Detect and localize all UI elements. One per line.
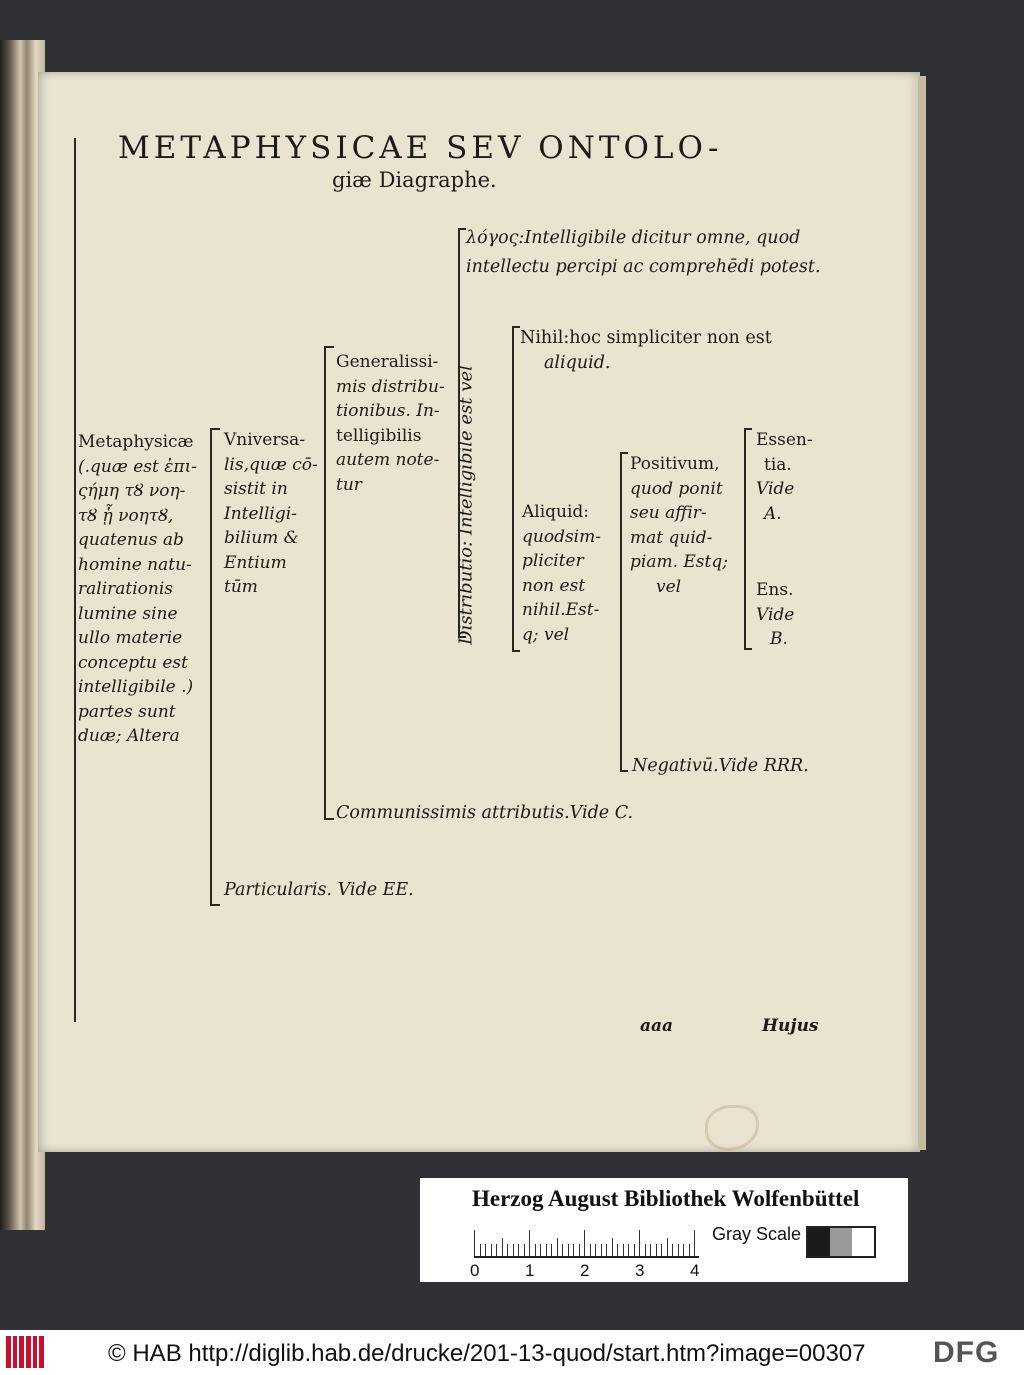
root-line: ullo materie (78, 628, 183, 648)
ruler-tick (683, 1244, 684, 1256)
hab-logo-icon (6, 1336, 44, 1368)
root-line: ςήμη τȢ νοη- (78, 481, 186, 501)
ruler-tick (595, 1244, 596, 1256)
universalis-line: bilium & (224, 528, 299, 548)
ruler-tick (584, 1230, 585, 1256)
bracket-universalis (324, 346, 326, 820)
footer-link[interactable]: © HAB http://diglib.hab.de/drucke/201-13-quod/start.htm?image=00307 (108, 1340, 866, 1367)
ruler-tick (485, 1244, 486, 1256)
generalissimis-line: tionibus. In- (336, 401, 440, 421)
ruler-tick (601, 1244, 602, 1256)
ens-line: B. (770, 629, 788, 649)
positivum-line: seu affir- (630, 503, 707, 523)
nihil-block (520, 326, 772, 375)
ruler-tick (562, 1244, 563, 1256)
generalissimis-line: mis distribu- (336, 376, 445, 397)
swatch-light (852, 1228, 874, 1256)
ruler-tick (678, 1244, 679, 1256)
bracket-universalis-top (324, 346, 334, 348)
ruler-tick (507, 1244, 508, 1256)
ruler-tick (568, 1244, 569, 1256)
essentia-block (756, 428, 813, 526)
generalissimis-line: telligibilis (336, 425, 422, 446)
bracket-aliquid-bottom (620, 770, 628, 772)
universalis-line: tūm (224, 577, 258, 597)
generalissimis-line: autem note- (336, 450, 440, 470)
bracket-distributio (512, 326, 514, 652)
particularis-label: Particularis. Vide EE. (224, 880, 414, 900)
scale-ruler (474, 1226, 699, 1258)
nihil-line: aliquid. (544, 352, 611, 373)
gray-scale-label: Gray Scale (712, 1224, 802, 1244)
ruler-tick (557, 1238, 558, 1256)
aliquid-line: Aliquid: (522, 502, 590, 522)
logos-line: λόγος:Intelligibile dicitur omne, quod (466, 228, 801, 248)
ruler-tick (656, 1244, 657, 1256)
essentia-line: tia. (764, 454, 792, 475)
ruler-tick (661, 1244, 662, 1256)
ruler-tick (623, 1244, 624, 1256)
ruler-tick (529, 1230, 530, 1256)
essentia-line: Vide (756, 479, 795, 499)
root-line: (.quæ est ἐπι- (78, 456, 197, 477)
logos-block (466, 224, 821, 282)
positivum-line: piam. Estq; (630, 552, 728, 572)
root-block (78, 430, 197, 749)
aliquid-line: quodsim- (522, 526, 601, 547)
signature-mark: aaa (640, 1016, 674, 1036)
ruler-number: 0 (470, 1261, 480, 1280)
nihil-line: Nihil:hoc simpliciter non est (520, 328, 772, 348)
bracket-metaphysicae (210, 428, 212, 906)
root-line: τȢ ᾗ νοητȢ, (78, 505, 174, 526)
bracket-universalis-bottom (324, 818, 334, 820)
generalissimis-line: Generalissi- (336, 352, 439, 372)
bracket-root (74, 138, 76, 1022)
ruler-tick (689, 1244, 690, 1256)
ruler-number: 1 (525, 1261, 535, 1280)
universalis-line: lis,quæ cō- (224, 454, 318, 475)
ruler-tick (480, 1244, 481, 1256)
ruler-number: 4 (690, 1261, 700, 1280)
ruler-tick (617, 1244, 618, 1256)
distributio-rotated-label: Distributio: Intelligibile est vel (455, 365, 477, 645)
ruler-tick (667, 1238, 668, 1256)
ruler-tick (639, 1230, 640, 1256)
ruler-tick (491, 1244, 492, 1256)
root-line: duæ; Altera (78, 726, 180, 746)
bracket-distributio-top (512, 326, 520, 328)
ens-block (756, 578, 794, 652)
page-subtitle: giæ Diagraphe. (332, 168, 497, 192)
root-line: quatenus ab (78, 530, 184, 550)
gray-scale-swatches (806, 1226, 876, 1258)
ruler-tick (634, 1244, 635, 1256)
ruler-tick (551, 1244, 552, 1256)
positivum-line: Positivum, (630, 454, 720, 474)
root-line: homine natu- (78, 554, 192, 575)
bracket-positivum-bottom (744, 648, 752, 650)
root-line: conceptu est (78, 652, 188, 673)
ruler-tick (579, 1244, 580, 1256)
root-line: Metaphysicæ (78, 432, 194, 452)
ens-line: Ens. (756, 580, 794, 600)
bracket-metaphysicae-top (210, 428, 220, 430)
aliquid-line: q; vel (522, 624, 570, 645)
universalis-line: sistit in (224, 479, 288, 499)
dfg-logo: DFG (933, 1336, 1000, 1369)
ruler-tick (606, 1244, 607, 1256)
ruler-tick (535, 1244, 536, 1256)
swatch-dark (808, 1228, 830, 1256)
bracket-positivum-top (744, 428, 752, 430)
bracket-distributio-bottom (512, 650, 520, 652)
ruler-tick (502, 1238, 503, 1256)
ruler-tick (540, 1244, 541, 1256)
aliquid-line: non est (522, 575, 586, 596)
ruler-tick (546, 1244, 547, 1256)
ruler-tick (694, 1230, 695, 1256)
generalissimis-line: tur (336, 474, 362, 495)
ruler-tick (496, 1244, 497, 1256)
universalis-block (224, 428, 318, 600)
ruler-number: 3 (635, 1261, 645, 1280)
ruler-number: 2 (580, 1261, 590, 1280)
ruler-tick (650, 1244, 651, 1256)
catchword: Hujus (762, 1016, 819, 1036)
positivum-line: quod ponit (630, 478, 723, 499)
communissimis-label: Communissimis attributis.Vide C. (336, 803, 634, 823)
positivum-block (630, 452, 728, 599)
ruler-tick (524, 1244, 525, 1256)
aliquid-line: nihil.Est- (522, 600, 600, 620)
library-name: Herzog August Bibliothek Wolfenbüttel (472, 1186, 860, 1211)
ruler-tick (518, 1244, 519, 1256)
page-title: METAPHYSICAE SEV ONTOLO- (118, 130, 723, 166)
root-line: lumine sine (78, 603, 178, 624)
essentia-line: Essen- (756, 430, 813, 450)
root-line: partes sunt (78, 701, 176, 722)
ruler-tick (590, 1244, 591, 1256)
ruler-tick (612, 1238, 613, 1256)
positivum-line: vel (656, 576, 682, 597)
logos-line: intellectu percipi ac comprehēdi potest. (466, 257, 821, 277)
bracket-generalissimis-top (458, 228, 466, 230)
ruler-tick (573, 1244, 574, 1256)
aliquid-line: pliciter (522, 551, 584, 571)
ruler-tick (513, 1244, 514, 1256)
ens-line: Vide (756, 604, 795, 625)
ruler-tick (474, 1230, 475, 1256)
bracket-positivum (744, 428, 746, 650)
universalis-line: Entium (224, 552, 287, 573)
swatch-mid (830, 1228, 852, 1256)
ruler-tick (628, 1244, 629, 1256)
bracket-aliquid (620, 452, 622, 772)
bracket-aliquid-top (620, 452, 628, 454)
root-line: intelligibile .) (78, 677, 194, 697)
positivum-line: mat quid- (630, 527, 713, 548)
ruler-tick (645, 1244, 646, 1256)
generalissimis-block (336, 350, 445, 497)
universalis-line: Vniversa- (224, 430, 306, 450)
aliquid-block (522, 500, 601, 647)
ruler-tick (672, 1244, 673, 1256)
universalis-line: Intelligi- (224, 503, 297, 524)
negativum-label: Negativū.Vide RRR. (632, 756, 809, 776)
page-edge (918, 76, 926, 1150)
root-line: ralirationis (78, 579, 174, 599)
bracket-metaphysicae-bottom (210, 904, 220, 906)
essentia-line: A. (764, 503, 782, 524)
